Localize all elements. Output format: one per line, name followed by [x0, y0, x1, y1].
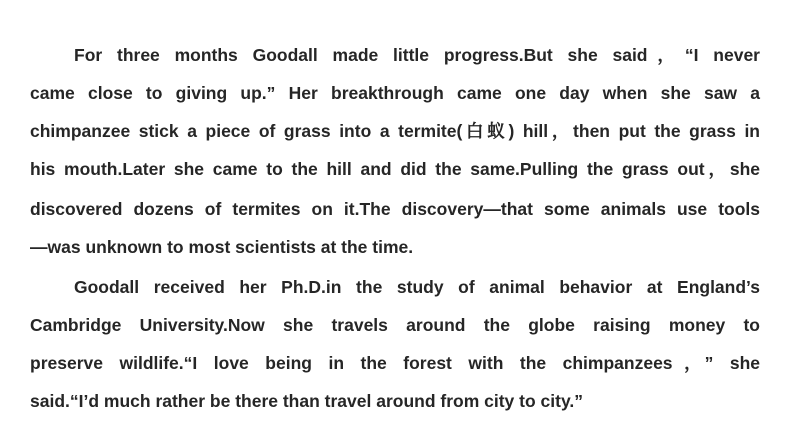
- paragraph-2-line-4: said.“I’d much rather be there than travel around from city to city.”: [30, 391, 583, 411]
- paragraph-2-line-2: Cambridge University.Now she travels around the globe raising money to: [30, 315, 760, 335]
- paragraph-1-line-4: his mouth.Later she came to the hill and did the same.Pulling the grass out，she: [30, 159, 760, 179]
- paragraph-2-line-1: Goodall received her Ph.D.in the study of animal behavior at England’s: [74, 277, 760, 297]
- paragraph-2-line-3: preserve wildlife.“I love being in the forest with the chimpanzees，” she: [30, 353, 760, 373]
- paragraph-1-line-6: —was unknown to most scientists at the time.: [30, 237, 414, 257]
- paragraph-1-line-5: discovered dozens of termites on it.The discovery—that some animals use tools: [30, 199, 760, 219]
- paragraph-1-line-2: came close to giving up.” Her breakthrough came one day when she saw a: [30, 83, 760, 103]
- paragraph-1-line-3: chimpanzee stick a piece of grass into a termite(白蚁) hill，then put the grass in: [30, 121, 760, 141]
- paragraph-1-line-1: For three months Goodall made little progress.But she said，“I never: [74, 45, 760, 65]
